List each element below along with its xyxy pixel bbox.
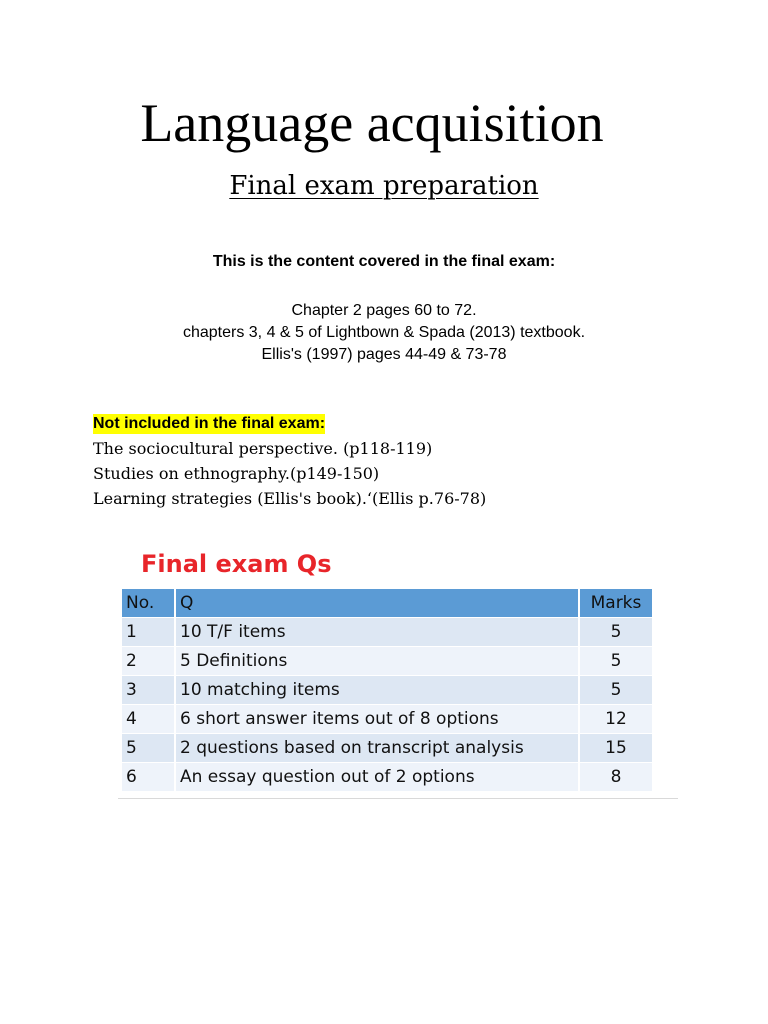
excluded-heading: Not included in the final exam:: [93, 415, 326, 432]
row-question: 10 matching items: [175, 676, 579, 705]
exam-questions-figure: [118, 540, 678, 799]
row-question: 2 questions based on transcript analysis: [175, 734, 579, 763]
table-row: [122, 618, 653, 647]
row-question: An essay question out of 2 options: [175, 763, 579, 792]
row-number: 5: [122, 734, 175, 763]
table-row: [122, 734, 653, 763]
row-marks: 5: [579, 647, 653, 676]
covered-item: Ellis's (1997) pages 44-49 & 73-78: [261, 346, 507, 363]
row-number: 3: [122, 676, 175, 705]
row-number: 2: [122, 647, 175, 676]
excluded-list: [93, 436, 486, 511]
row-marks: 5: [579, 676, 653, 705]
covered-item: Chapter 2 pages 60 to 72.: [291, 302, 477, 319]
row-number: 6: [122, 763, 175, 792]
row-question: 5 Definitions: [175, 647, 579, 676]
covered-heading: This is the content covered in the final exam:: [212, 253, 556, 270]
covered-item: chapters 3, 4 & 5 of Lightbown & Spada (2013) textbook.: [182, 324, 586, 341]
table-row: [122, 647, 653, 676]
row-question: 10 T/F items: [175, 618, 579, 647]
excluded-item: Learning strategies (Ellis's book).‘(Ellis p.76-78): [93, 489, 487, 508]
table-row: [122, 763, 653, 792]
excluded-item: Studies on ethnography.(p149-150): [93, 464, 380, 483]
row-number: 1: [122, 618, 175, 647]
excluded-item: The sociocultural perspective. (p118-119): [93, 439, 433, 458]
page-title: Language acquisition: [140, 93, 604, 153]
exam-questions-title: Final exam Qs: [141, 550, 332, 578]
table-row: [122, 676, 653, 705]
table-header-row: [122, 589, 653, 618]
page-subtitle: Final exam preparation: [229, 171, 539, 201]
table-row: [122, 705, 653, 734]
row-marks: 12: [579, 705, 653, 734]
row-question: 6 short answer items out of 8 options: [175, 705, 579, 734]
column-header-q: Q: [175, 589, 579, 618]
row-number: 4: [122, 705, 175, 734]
row-marks: 8: [579, 763, 653, 792]
row-marks: 5: [579, 618, 653, 647]
column-header-marks: Marks: [579, 589, 653, 618]
exam-questions-table: [122, 589, 654, 792]
column-header-no: No.: [122, 589, 175, 618]
row-marks: 15: [579, 734, 653, 763]
covered-list: [0, 300, 768, 366]
